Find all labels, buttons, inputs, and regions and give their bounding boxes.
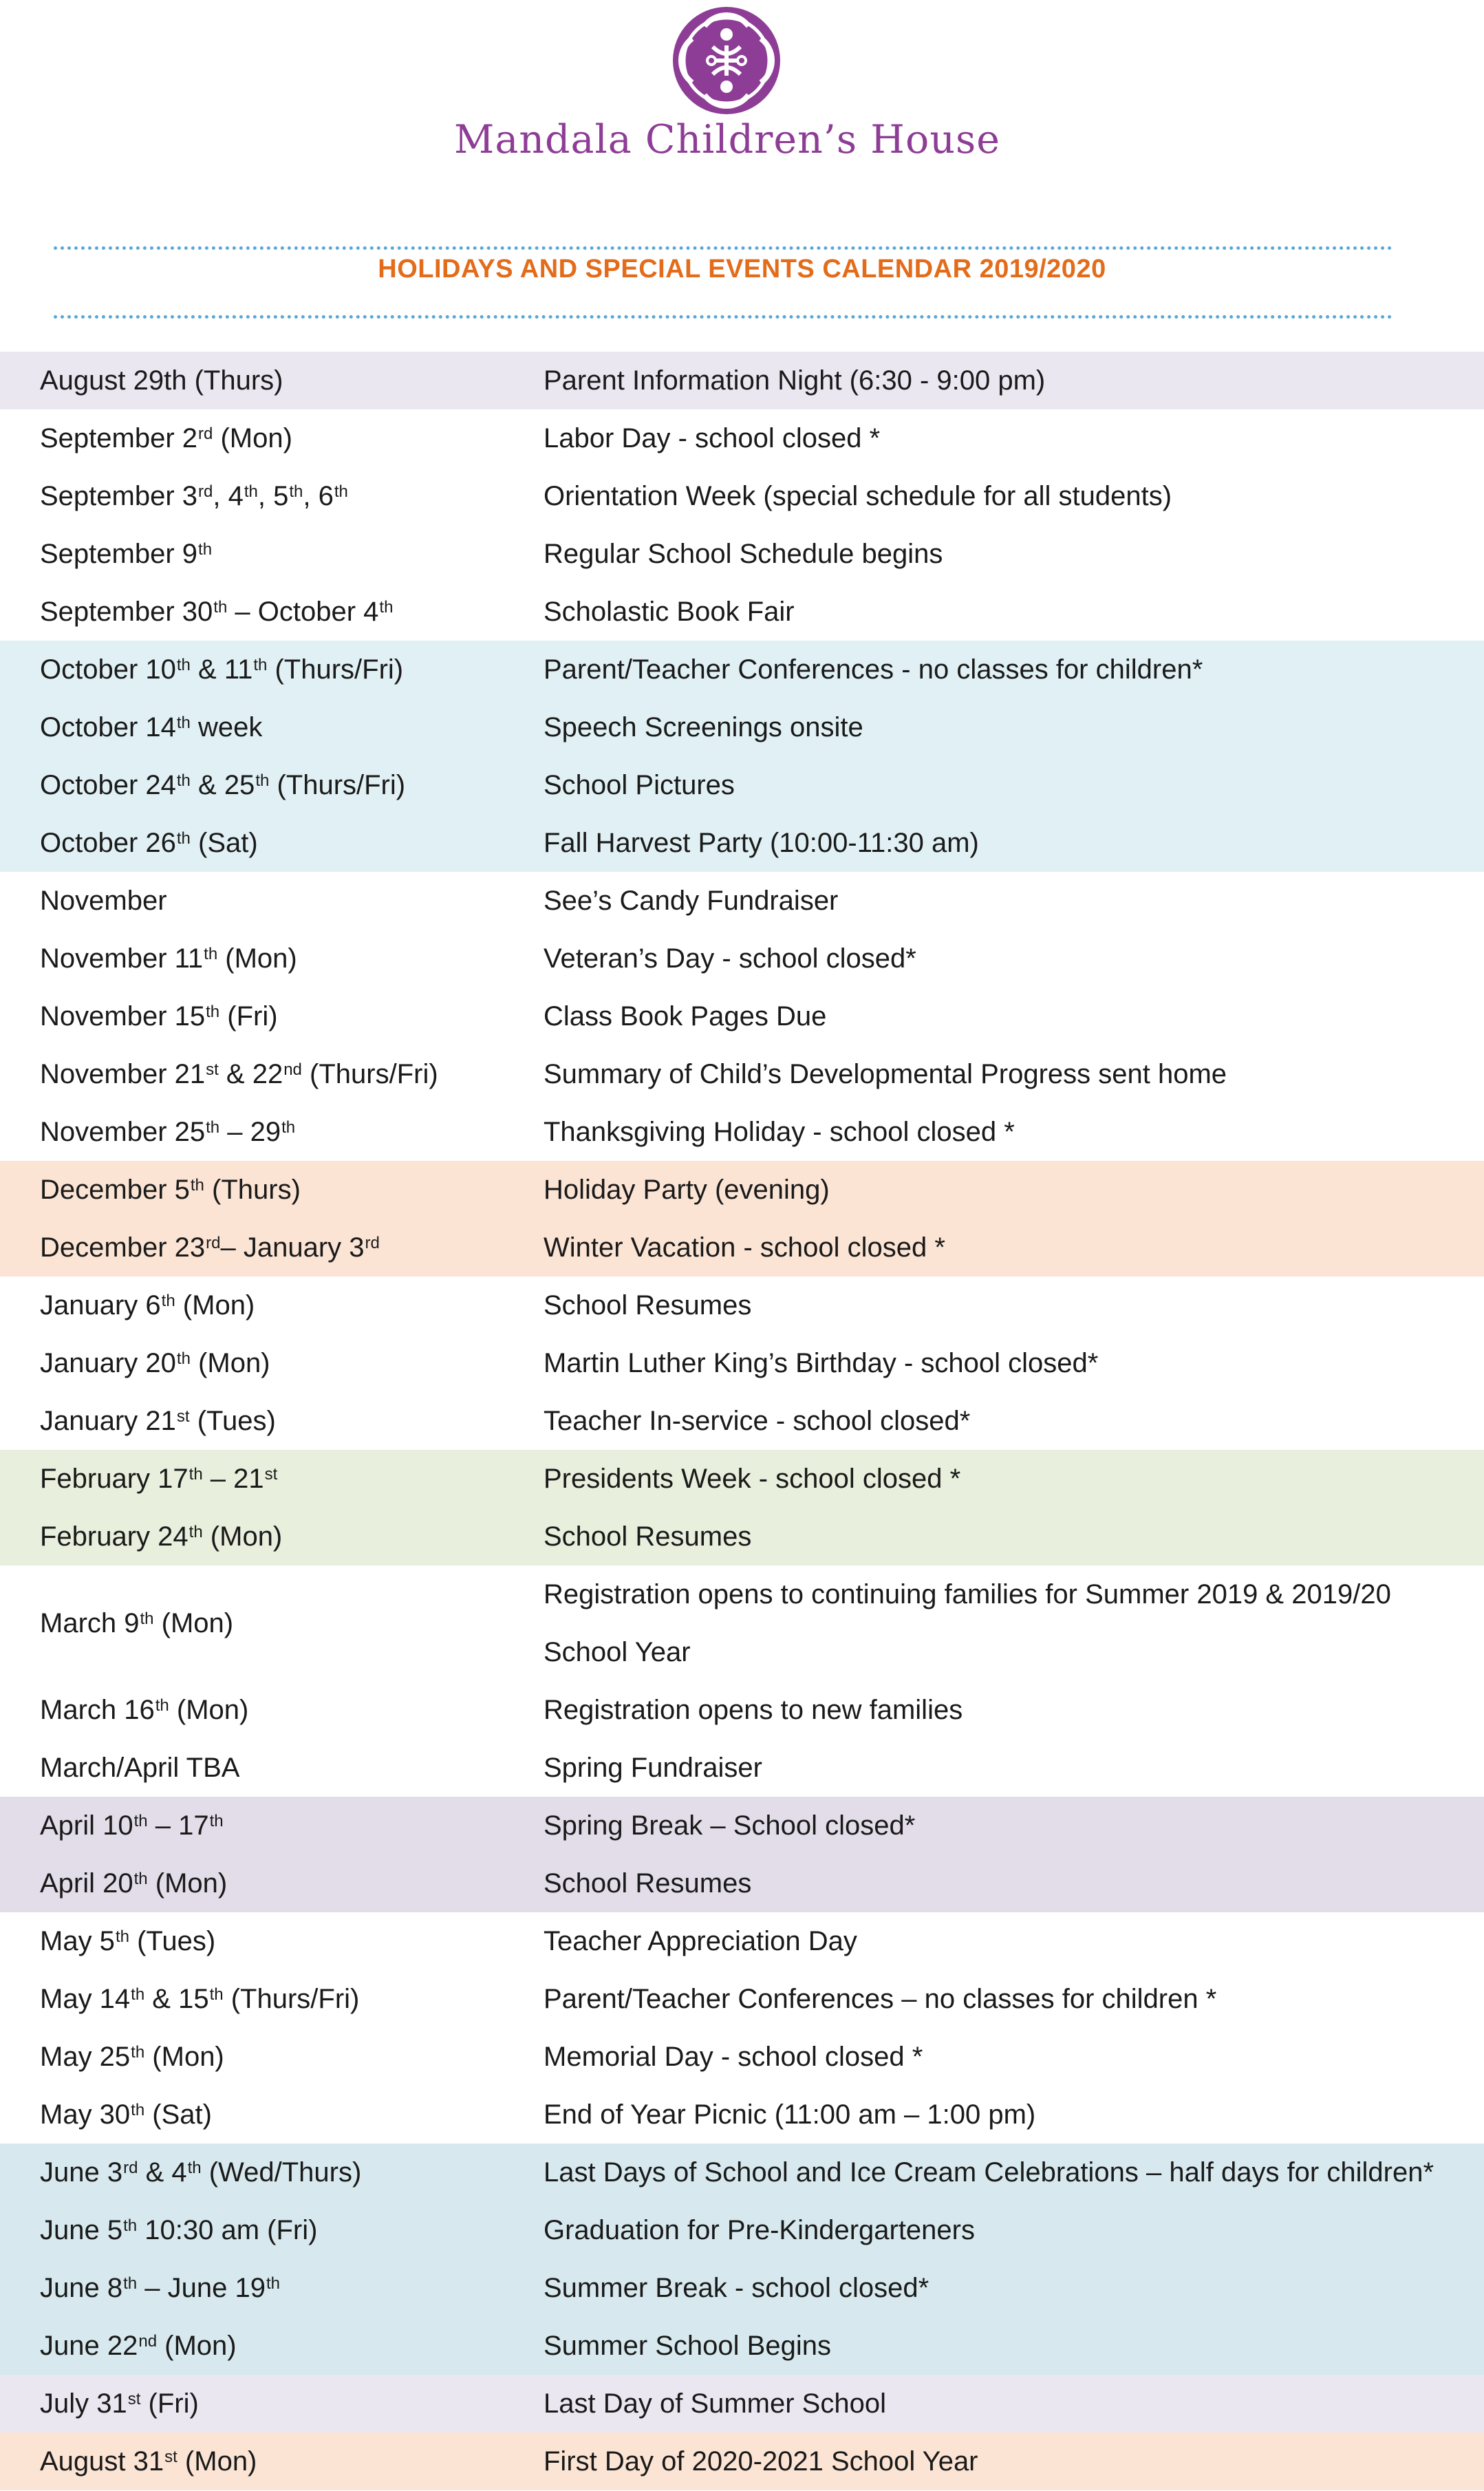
event-row (0, 1392, 1484, 1450)
event-row (0, 2086, 1484, 2143)
event-row (0, 756, 1484, 814)
date-text: & 4 (138, 2157, 187, 2188)
event-row (0, 583, 1484, 641)
event-row (0, 1045, 1484, 1103)
event-date (40, 756, 405, 814)
event-description: First Day of 2020-2021 School Year (544, 2446, 978, 2477)
event-row (0, 2375, 1484, 2433)
events-table (0, 352, 1484, 2490)
event-row (0, 409, 1484, 467)
date-text: & 15 (144, 1984, 209, 2014)
event-date (40, 814, 258, 872)
date-ordinal-suffix: th (253, 656, 268, 674)
date-text: & 22 (218, 1059, 283, 1089)
event-date (40, 1045, 438, 1103)
event-description: Fall Harvest Party (10:00-11:30 am) (544, 828, 979, 858)
date-text: June 22 (40, 2331, 138, 2361)
date-text: (Mon) (177, 2446, 257, 2477)
date-ordinal-suffix: th (176, 771, 191, 790)
date-ordinal-suffix: st (206, 1060, 219, 1079)
date-text: March 16 (40, 1695, 155, 1725)
event-row (0, 1161, 1484, 1219)
date-ordinal-suffix: nd (283, 1060, 302, 1079)
event-date (40, 2086, 212, 2143)
date-ordinal-suffix: rd (206, 1234, 221, 1252)
date-text: & 11 (190, 654, 253, 685)
event-date (40, 1334, 270, 1392)
date-text: February 24 (40, 1521, 189, 1552)
date-ordinal-suffix: rd (198, 425, 213, 443)
event-description: Regular School Schedule begins (544, 539, 943, 569)
date-ordinal-suffix: th (123, 2216, 138, 2235)
event-date (40, 2259, 280, 2317)
event-row (0, 1739, 1484, 1797)
date-text: January 6 (40, 1290, 161, 1321)
date-text: (Mon) (144, 2042, 224, 2072)
event-date (40, 987, 278, 1045)
event-row (0, 525, 1484, 583)
date-ordinal-suffix: st (164, 2448, 178, 2466)
date-ordinal-suffix: th (133, 1870, 148, 1888)
event-row (0, 641, 1484, 698)
date-ordinal-suffix: th (379, 598, 394, 617)
event-date (40, 2143, 361, 2201)
event-description: Last Days of School and Ice Cream Celebrations – half days for children* (544, 2157, 1434, 2188)
date-text: week (190, 712, 263, 742)
event-row (0, 987, 1484, 1045)
date-text: May 5 (40, 1926, 115, 1956)
date-text: – 21 (202, 1464, 264, 1494)
date-ordinal-suffix: th (133, 1812, 148, 1830)
page-header (0, 0, 1484, 206)
date-text: (Mon) (153, 1608, 234, 1638)
event-date (40, 1565, 233, 1681)
event-date (40, 2375, 199, 2433)
event-date (40, 1797, 224, 1854)
date-text: April 20 (40, 1868, 133, 1899)
date-text: (Thurs) (204, 1175, 301, 1205)
date-text: (Thurs/Fri) (301, 1059, 438, 1089)
date-text: (Mon) (169, 1695, 249, 1725)
event-row (0, 1970, 1484, 2028)
event-description: Memorial Day - school closed * (544, 2042, 923, 2072)
date-ordinal-suffix: st (264, 1465, 278, 1484)
date-text: 10:30 am (Fri) (137, 2215, 318, 2245)
event-row (0, 930, 1484, 987)
date-ordinal-suffix: th (176, 829, 191, 848)
date-text: December 23 (40, 1232, 206, 1263)
date-ordinal-suffix: th (123, 2274, 138, 2293)
date-text: November 11 (40, 943, 204, 974)
event-description: Parent/Teacher Conferences – no classes for children * (544, 1984, 1217, 2014)
event-row (0, 1681, 1484, 1739)
divider-bottom (54, 315, 1392, 319)
event-date (40, 2201, 317, 2259)
event-row (0, 2433, 1484, 2490)
event-row (0, 1276, 1484, 1334)
date-text: (Mon) (202, 1521, 283, 1552)
date-ordinal-suffix: rd (365, 1234, 380, 1252)
date-text: October 14 (40, 712, 176, 742)
event-description: Parent/Teacher Conferences - no classes for children* (544, 654, 1203, 685)
event-description: Teacher In-service - school closed* (544, 1406, 971, 1436)
date-ordinal-suffix: rd (198, 482, 213, 501)
date-text: March/April TBA (40, 1753, 240, 1783)
event-description: Holiday Party (evening) (544, 1175, 830, 1205)
date-text: (Mon) (157, 2331, 237, 2361)
date-ordinal-suffix: th (155, 1696, 169, 1715)
date-text: July 31 (40, 2388, 127, 2419)
event-description: Presidents Week - school closed * (544, 1464, 961, 1494)
date-ordinal-suffix: th (209, 1985, 224, 2004)
event-row (0, 1450, 1484, 1508)
event-row (0, 698, 1484, 756)
event-date (40, 930, 297, 987)
date-text: – 17 (147, 1810, 209, 1841)
event-description: See’s Candy Fundraiser (544, 886, 839, 916)
event-row (0, 1912, 1484, 1970)
event-description: Orientation Week (special schedule for all students) (544, 481, 1172, 511)
date-ordinal-suffix: th (115, 1927, 129, 1946)
date-ordinal-suffix: th (289, 482, 303, 501)
event-description: Summer Break - school closed* (544, 2273, 929, 2303)
event-date (40, 872, 167, 930)
date-text: January 20 (40, 1348, 176, 1378)
date-ordinal-suffix: th (209, 1812, 224, 1830)
event-row (0, 2028, 1484, 2086)
date-ordinal-suffix: th (189, 1523, 203, 1541)
event-date (40, 352, 283, 409)
date-text: April 10 (40, 1810, 133, 1841)
event-row (0, 1103, 1484, 1161)
date-ordinal-suffix: th (187, 2159, 202, 2177)
event-date (40, 1739, 239, 1797)
date-ordinal-suffix: th (176, 714, 191, 732)
divider-top (54, 246, 1392, 250)
event-date (40, 1854, 227, 1912)
date-ordinal-suffix: th (140, 1610, 154, 1628)
event-description: Speech Screenings onsite (544, 712, 863, 742)
date-text: (Mon) (175, 1290, 255, 1321)
date-text: (Mon) (147, 1868, 228, 1899)
date-text: (Thurs/Fri) (223, 1984, 360, 2014)
date-text: March 9 (40, 1608, 140, 1638)
date-text: – January 3 (220, 1232, 365, 1263)
date-text: (Mon) (190, 1348, 270, 1378)
event-row (0, 352, 1484, 409)
date-ordinal-suffix: th (131, 2101, 145, 2119)
event-description: School Resumes (544, 1290, 752, 1321)
date-text: (Sat) (190, 828, 258, 858)
date-ordinal-suffix: nd (138, 2332, 158, 2351)
date-ordinal-suffix: th (204, 945, 218, 963)
date-ordinal-suffix: rd (123, 2159, 138, 2177)
event-date (40, 1508, 282, 1565)
date-text: – 29 (219, 1117, 281, 1147)
date-text: (Thurs/Fri) (269, 770, 406, 800)
date-text: , 4 (213, 481, 244, 511)
event-description: Summer School Begins (544, 2331, 831, 2361)
date-ordinal-suffix: th (206, 1003, 220, 1021)
date-text: September 2 (40, 423, 198, 453)
event-row (0, 1565, 1484, 1681)
event-description: Labor Day - school closed * (544, 423, 881, 453)
date-ordinal-suffix: th (334, 482, 348, 501)
event-description: Last Day of Summer School (544, 2388, 886, 2419)
event-date (40, 1103, 295, 1161)
event-row (0, 872, 1484, 930)
event-description: Registration opens to continuing families for Summer 2019 & 2019/20 School Year (544, 1579, 1391, 1667)
date-text: May 25 (40, 2042, 131, 2072)
date-ordinal-suffix: th (255, 771, 270, 790)
event-description: Spring Break – School closed* (544, 1810, 916, 1841)
date-text: June 8 (40, 2273, 123, 2303)
event-date (40, 1450, 277, 1508)
date-text: – June 19 (137, 2273, 266, 2303)
event-date (40, 1161, 301, 1219)
event-date (40, 2317, 237, 2375)
date-text: (Tues) (189, 1406, 276, 1436)
date-text: (Mon) (213, 423, 292, 453)
date-ordinal-suffix: th (213, 598, 228, 617)
date-ordinal-suffix: th (161, 1292, 175, 1310)
event-description: Teacher Appreciation Day (544, 1926, 857, 1956)
event-description: Winter Vacation - school closed * (544, 1232, 945, 1263)
event-description: Martin Luther King’s Birthday - school closed* (544, 1348, 1099, 1378)
event-description: School Pictures (544, 770, 735, 800)
event-date (40, 1219, 380, 1276)
date-text: September 9 (40, 539, 198, 569)
event-date (40, 409, 292, 467)
event-date (40, 2028, 224, 2086)
date-text: (Fri) (219, 1001, 278, 1031)
event-row (0, 1854, 1484, 1912)
date-ordinal-suffix: th (131, 2043, 145, 2062)
date-ordinal-suffix: th (198, 540, 213, 559)
date-text: May 30 (40, 2099, 131, 2130)
date-text: (Tues) (129, 1926, 216, 1956)
date-text: , 6 (303, 481, 334, 511)
event-date (40, 525, 212, 583)
event-description: End of Year Picnic (11:00 am – 1:00 pm) (544, 2099, 1036, 2130)
date-text: November 25 (40, 1117, 206, 1147)
date-text: November 21 (40, 1059, 206, 1089)
event-description: Spring Fundraiser (544, 1753, 762, 1783)
date-text: October 10 (40, 654, 176, 685)
event-description: Veteran’s Day - school closed* (544, 943, 916, 974)
date-text: June 5 (40, 2215, 123, 2245)
event-row (0, 1508, 1484, 1565)
event-date (40, 1970, 359, 2028)
event-description: Parent Information Night (6:30 - 9:00 pm) (544, 365, 1046, 396)
date-text: January 21 (40, 1406, 176, 1436)
date-text: August 29th (Thurs) (40, 365, 283, 396)
event-row (0, 1334, 1484, 1392)
date-text: (Sat) (144, 2099, 212, 2130)
date-ordinal-suffix: th (266, 2274, 280, 2293)
event-description: Graduation for Pre-Kindergarteners (544, 2215, 975, 2245)
event-row (0, 467, 1484, 525)
event-row (0, 814, 1484, 872)
date-text: & 25 (190, 770, 255, 800)
event-row (0, 2317, 1484, 2375)
date-text: February 17 (40, 1464, 189, 1494)
date-text: September 30 (40, 597, 213, 627)
date-ordinal-suffix: th (281, 1118, 296, 1137)
date-text: (Thurs/Fri) (267, 654, 404, 685)
date-text: October 26 (40, 828, 176, 858)
date-text: August 31 (40, 2446, 164, 2477)
date-text: – October 4 (227, 597, 379, 627)
date-text: (Wed/Thurs) (201, 2157, 362, 2188)
event-date (40, 698, 262, 756)
date-text: October 24 (40, 770, 176, 800)
date-ordinal-suffix: th (131, 1985, 145, 2004)
date-text: June 3 (40, 2157, 123, 2188)
event-date (40, 2433, 257, 2490)
event-description: Scholastic Book Fair (544, 597, 795, 627)
date-text: September 3 (40, 481, 198, 511)
event-date (40, 641, 403, 698)
event-date (40, 467, 348, 525)
date-ordinal-suffix: th (244, 482, 258, 501)
date-text: November (40, 886, 167, 916)
event-date (40, 1681, 248, 1739)
date-ordinal-suffix: th (206, 1118, 220, 1137)
event-row (0, 2143, 1484, 2201)
event-date (40, 1912, 215, 1970)
event-row (0, 1797, 1484, 1854)
event-description: Summary of Child’s Developmental Progress sent home (544, 1059, 1227, 1089)
event-row (0, 2201, 1484, 2259)
event-description: School Resumes (544, 1521, 752, 1552)
date-text: December 5 (40, 1175, 190, 1205)
date-ordinal-suffix: th (189, 1465, 203, 1484)
date-ordinal-suffix: th (176, 1349, 191, 1368)
event-description: Registration opens to new families (544, 1695, 963, 1725)
date-ordinal-suffix: th (190, 1176, 204, 1195)
date-text: (Mon) (217, 943, 297, 974)
mandala-logo-icon (671, 6, 782, 116)
date-text: , 5 (257, 481, 289, 511)
event-row (0, 1219, 1484, 1276)
event-description: School Resumes (544, 1868, 752, 1899)
date-text: (Fri) (140, 2388, 199, 2419)
event-date (40, 583, 393, 641)
event-date (40, 1392, 276, 1450)
event-date (40, 1276, 255, 1334)
organization-name: Mandala Children’s House (453, 117, 1001, 162)
date-ordinal-suffix: st (176, 1407, 190, 1426)
date-ordinal-suffix: st (127, 2390, 141, 2408)
date-text: November 15 (40, 1001, 206, 1031)
date-text: May 14 (40, 1984, 131, 2014)
event-description: Thanksgiving Holiday - school closed * (544, 1117, 1015, 1147)
event-description: Class Book Pages Due (544, 1001, 827, 1031)
calendar-title: HOLIDAYS AND SPECIAL EVENTS CALENDAR 2019/2020 (378, 255, 1106, 284)
date-ordinal-suffix: th (176, 656, 191, 674)
event-row (0, 2259, 1484, 2317)
